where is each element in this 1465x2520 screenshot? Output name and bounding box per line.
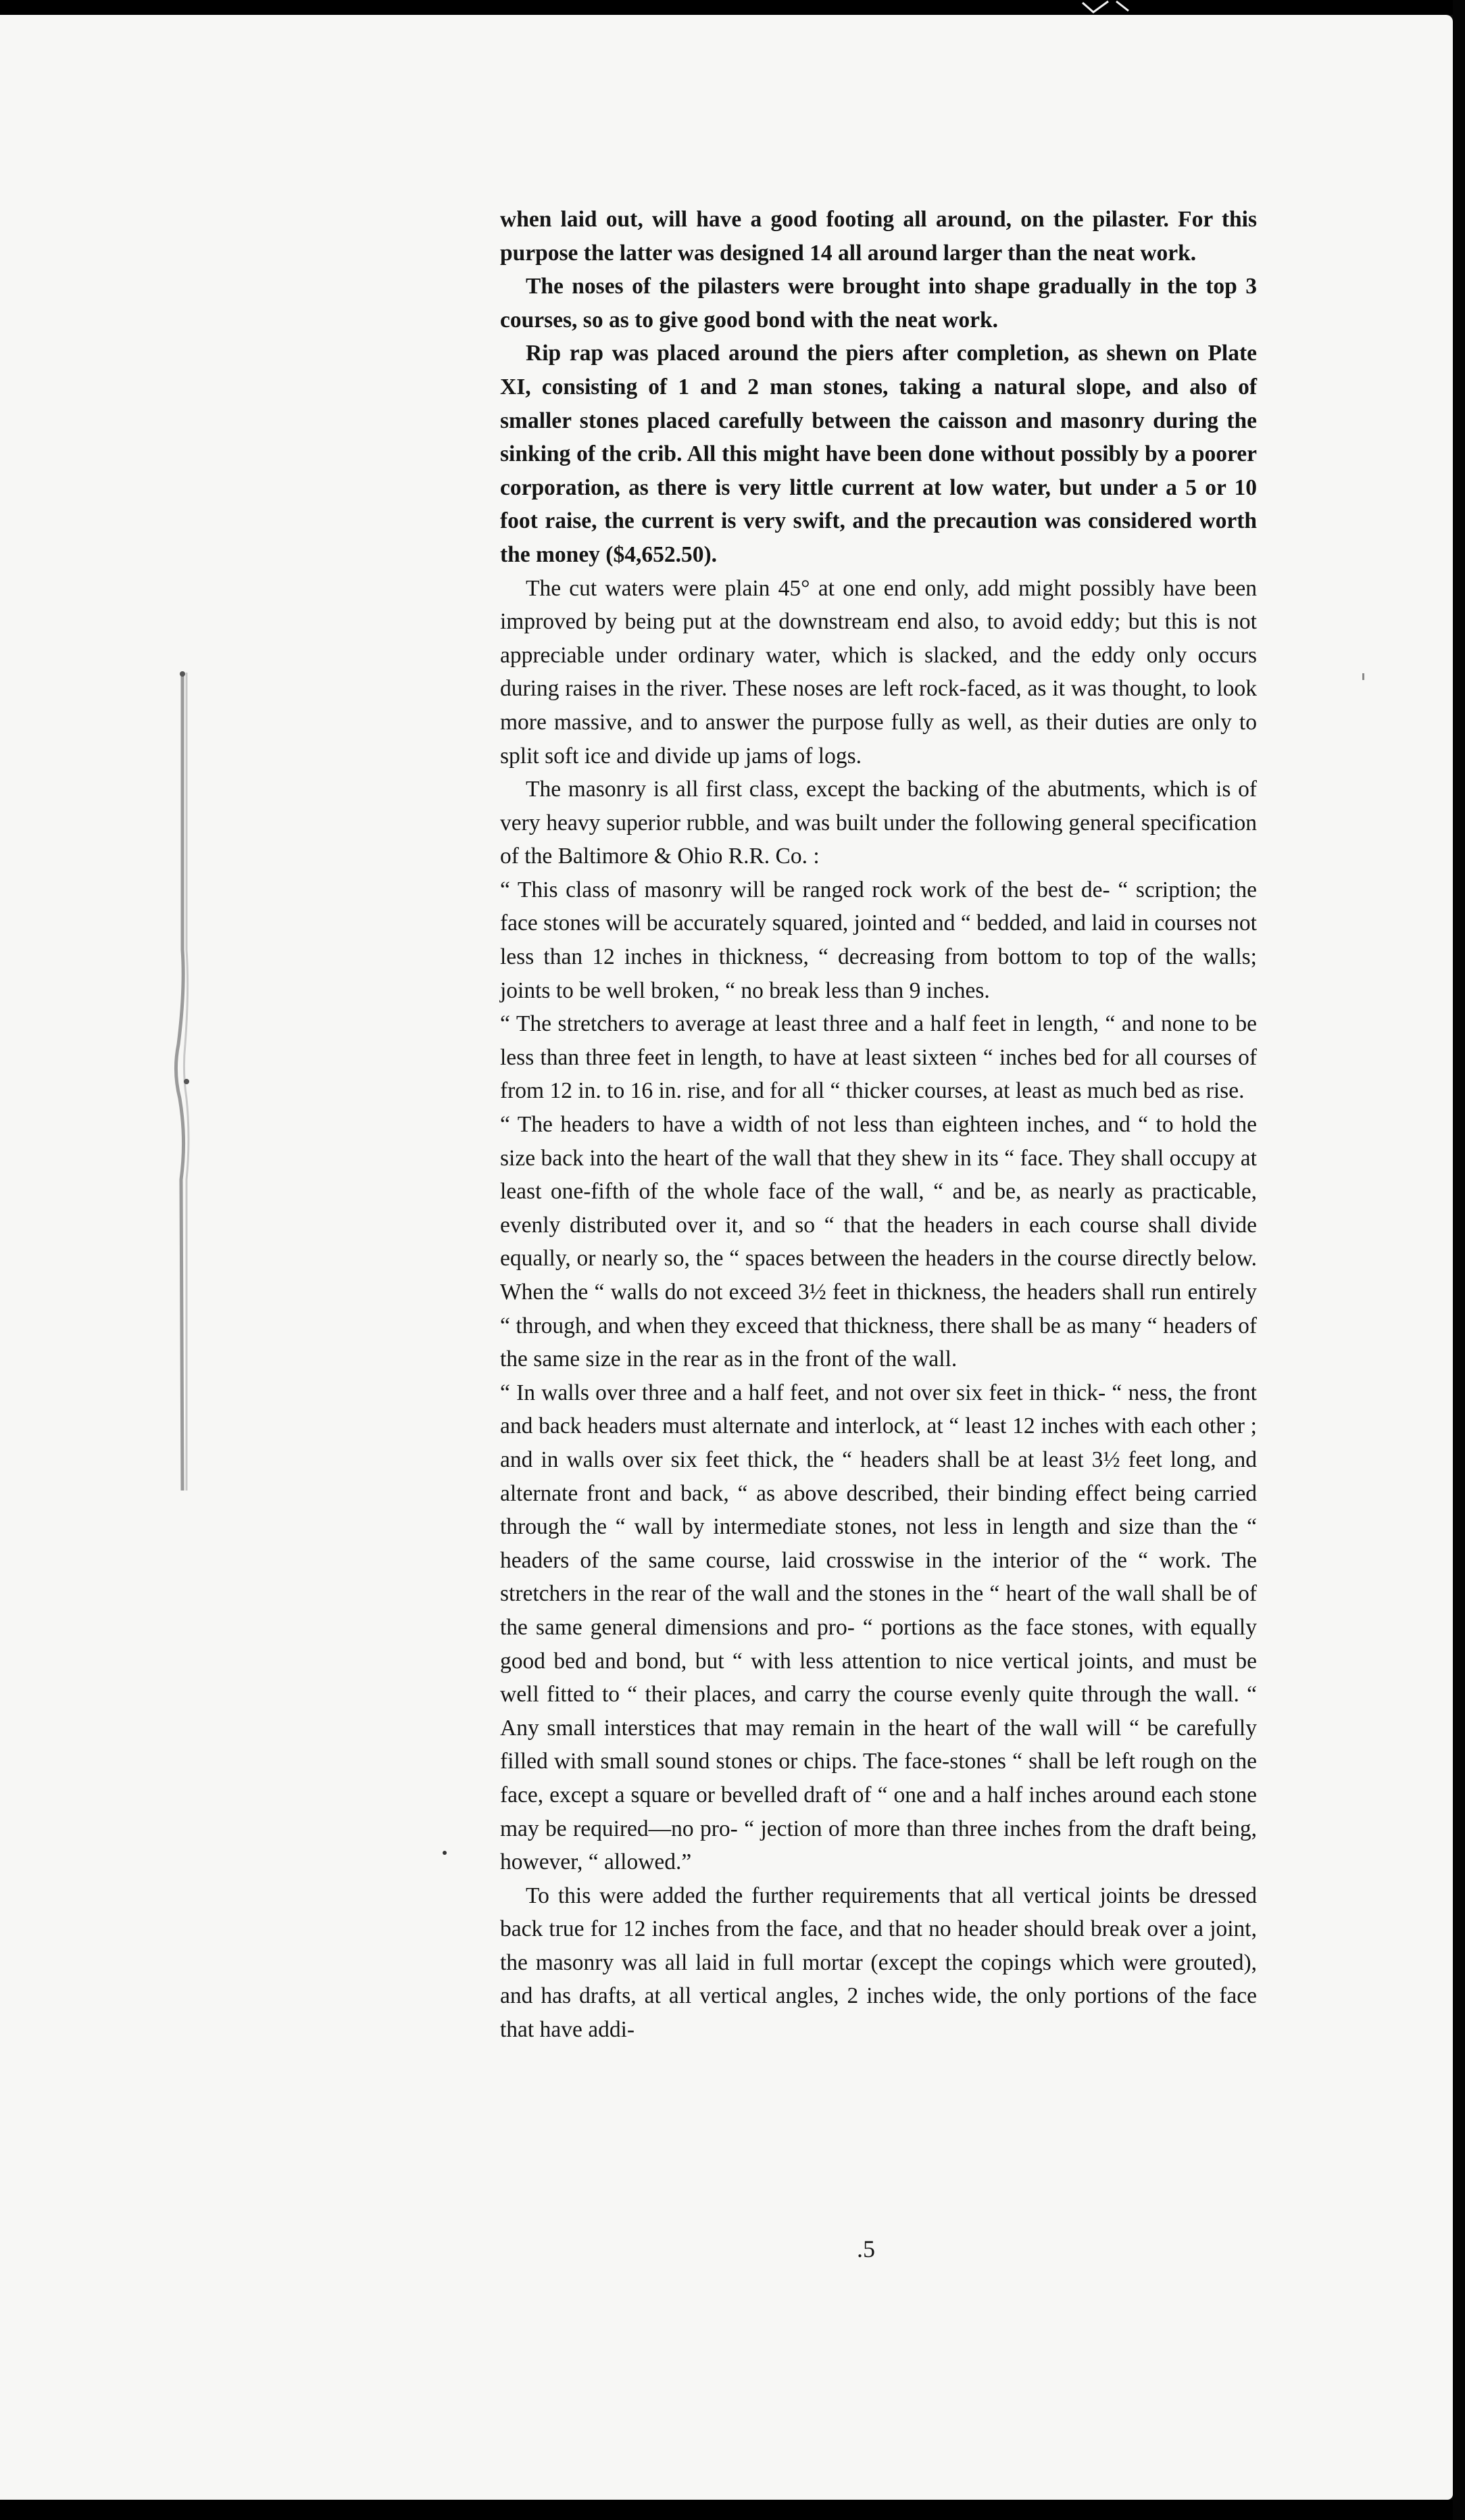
scan-bottom-border bbox=[0, 2500, 1465, 2520]
quote-paragraph-4: “ In walls over three and a half feet, and not over six feet in thick- “ ness, the front and back headers must alternate and interlock, at “ least 12 inches with each other ; and in walls over six feet thick, the “ headers shall be at least 3½ feet long, and alternate front and back, “ as above described, their binding effect being carried through the “ wall by intermediate stones, not less in length and size than the “ headers of the same course, laid crosswise in the interior of the “ work. The stretchers in the rear of the wall and the stones in the “ heart of the wall shall be of the same general dimensions and pro- “ portions as the face stones, with equally good bed and bond, but “ with less attention to nice vertical joints, and must be well fitted to “ their places, and carry the course evenly quite through the wall. “ Any small interstices that may remain in the heart of the wall will “ be carefully filled with small sound stones or chips. The face-stones “ shall be left rough on the face, except a square or bevelled draft of “ one and a half inches around each stone may be required—no pro- “ jection of more than three inches from the draft being, however, “ allowed.” bbox=[500, 1380, 1257, 1875]
corner-check-mark bbox=[1081, 0, 1135, 15]
quote-paragraph-2: “ The stretchers to average at least three and a half feet in length, “ and none to be less than three feet in length, to have at least sixteen “ inches bed for all courses of from 12 in. to 16 in. rise, and for all “ thicker courses, at least as much bed as rise. bbox=[500, 1011, 1257, 1104]
paragraph-4: The cut waters were plain 45° at one end only, add might possibly have been improved by being put at the downstream end also, to avoid eddy; but this is not appreciable under ordinary water, which is slacked, and the eddy only occurs during raises in the river. These noses are left rock-faced, as it was thought, to look more massive, and to answer the purpose fully as well, as their duties are only to split soft ice and divide up jams of logs. bbox=[500, 575, 1257, 769]
paragraph-final: To this were added the further requirements that all vertical joints be dressed back true for 12 inches from the face, and that no header should break over a joint, the masonry was all laid in full mortar (except the copings which were grouted), and has drafts, at all vertical angles, 2 inches wide, the only portions of the face that have addi- bbox=[500, 1883, 1257, 2043]
stray-ink-dot bbox=[443, 1851, 447, 1855]
quote-paragraph-3: “ The headers to have a width of not less than eighteen inches, and “ to hold the size back into the heart of the wall that they shew in its “ face. They shall occupy at least one-fifth of the whole face of the wall, “ and be, as nearly as practicable, evenly distributed over it, and so “ that the headers in each course shall divide equally, or nearly so, the “ spaces between the headers in the course directly below. When the “ walls do not exceed 3½ feet in thickness, the headers shall run entirely “ through, and when they exceed that thickness, there shall be as many “ headers of the same size in the rear as in the front of the wall. bbox=[500, 1112, 1257, 1372]
binding-thread-mark bbox=[170, 666, 197, 1497]
paragraph-3: Rip rap was placed around the piers after completion, as shewn on Plate XI, consisting of 1 and 2 man stones, taking a natural slope, and also of smaller stones placed carefully between the caisson and masonry during the sinking of the crib. All this might have been done without possibly by a poorer corporation, as there is very little current at low water, but under a 5 or 10 foot raise, the current is very swift, and the precaution was considered worth the money ($4,652.50). bbox=[500, 341, 1257, 567]
paragraph-5: The masonry is all first class, except the backing of the abutments, which is of very heavy superior rubble, and was built under the following general specification of the Baltimore & Ohio R.R. Co. : bbox=[500, 777, 1257, 869]
body-text bbox=[500, 203, 1257, 2047]
scan-top-border bbox=[0, 0, 1465, 15]
paragraph-1: when laid out, will have a good footing all around, on the pilaster. For this purpose the latter was designed 14 all around larger than the neat work. bbox=[500, 207, 1257, 266]
page-number: .5 bbox=[857, 2235, 875, 2262]
scan-right-border bbox=[1453, 0, 1465, 2520]
stray-ink-mark bbox=[1362, 673, 1364, 680]
quote-paragraph-1: “ This class of masonry will be ranged rock work of the best de- “ scription; the face stones will be accurately squared, jointed and “ bedded, and laid in courses not less than 12 inches in thickness, “ decreasing from bottom to top of the walls; joints to be well broken, “ no break less than 9 inches. bbox=[500, 877, 1257, 1003]
paragraph-2: The noses of the pilasters were brought into shape gradually in the top 3 courses, so as to give good bond with the neat work. bbox=[500, 274, 1257, 333]
